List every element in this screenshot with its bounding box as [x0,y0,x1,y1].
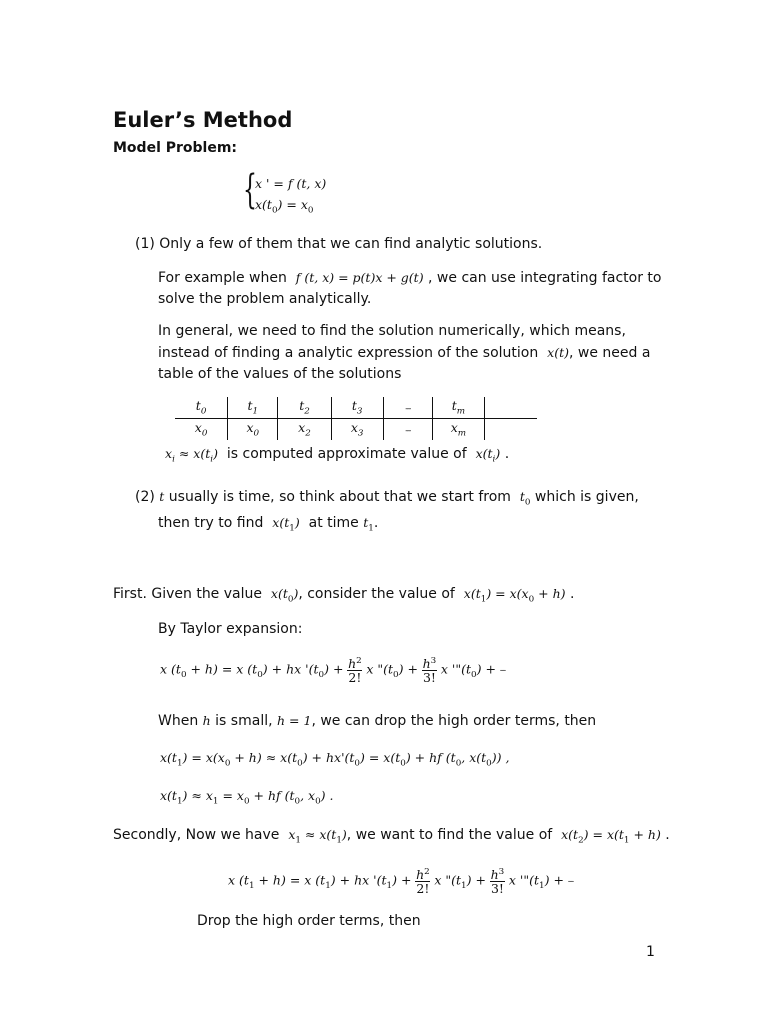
item-1-para-2-line-3: table of the values of the solutions [158,366,402,382]
item-1-label: (1) Only a few of them that we can find analytic solutions. [135,236,543,252]
item-1-para-2-line-1: In general, we need to find the solution numerically, which means, [158,323,626,339]
table-cell: $x_m$ [432,419,484,441]
integrating-factor-eq: f (t, x) = p(t)x + g(t) [295,270,424,285]
table-cell: $t_1$ [228,397,278,419]
when-small-line: When h is small, h = 1, we can drop the high order terms, then [158,713,597,729]
item-1-para-1-line-2: solve the problem analytically. [158,291,372,307]
section-subtitle: Model Problem: [113,140,238,156]
values-table [175,397,537,440]
first-line: First. Given the value $x(t_0)$, consider the value of $x(t_1) = x(x_0 + h)$ . [113,586,575,605]
table-cell: $x_2$ [278,419,331,441]
taylor-equation-2: x $(t_1 + h) = x$ $(t_1)$ + hx '$(t_1)$ + $\frac{h^2}{2!}$ x "$(t_1)$ + $\frac{h^3}{3!}$ x '"$(t_1)$ + --- [228,867,574,897]
drop-terms-line: Drop the high order terms, then [197,913,421,929]
table-cell: $x_0$ [175,419,228,441]
left-brace: { [243,167,257,213]
approx-line: $x_i \approx x(t_i)$ is computed approximate value of $x(t_i)$ . [165,446,510,465]
taylor-label: By Taylor expansion: [158,621,303,637]
item-2-line-1: (2) t usually is time, so think about that we start from $t_0$ which is given, [135,489,639,508]
item-2-line-2: then try to find $x(t_1)$ at time $t_1$. [158,515,379,534]
page-number: 1 [646,944,655,960]
second-line: Secondly, Now we have $x_1 \approx x(t_1)$, we want to find the value of $x(t_2) = x(t_1 + h)$ . [113,827,670,846]
table-cell: $t_2$ [278,397,331,419]
item-1-para-2-line-2: instead of finding a analytic expression of the solution x(t), we need a [158,345,651,361]
page-title: Euler’s Method [113,108,293,132]
taylor-equation-1: x $(t_0 + h) = x$ $(t_0)$ + hx '$(t_0)$ + $\frac{h^2}{2!}$ x "$(t_0)$ + $\frac{h^3}{3!}$ x '"$(t_0)$ + --- [160,656,506,686]
table-cell: $x_0$ [228,419,278,441]
table-cell [485,397,537,419]
table-cell: $t_3$ [331,397,383,419]
table-cell: $x_3$ [331,419,383,441]
table-cell: --- [383,419,432,441]
table-row-x [175,419,537,441]
table-row-t [175,397,537,419]
table-cell [485,419,537,441]
euler-derivation-eq: $x(t_1) = x(x_0 + h) \approx x(t_0) + hx'(t_0) = x(t_0)$ + hf ($t_0$, $x(t_0)$) , [160,750,510,769]
table-cell: $t_0$ [175,397,228,419]
euler-step-eq: $x(t_1) \approx x_1 = x_0$ + hf ($t_0$, $x_0$) . [160,788,334,807]
system-line-2: $x(t_0) = x_0$ [255,197,314,216]
item-1-para-1-line-1: For example when f (t, x) = p(t)x + g(t) , we can use integrating factor to [158,270,662,286]
table-cell: --- [383,397,432,419]
system-line-1: x ' = f (t, x) [255,176,327,191]
table-cell: $t_m$ [432,397,484,419]
